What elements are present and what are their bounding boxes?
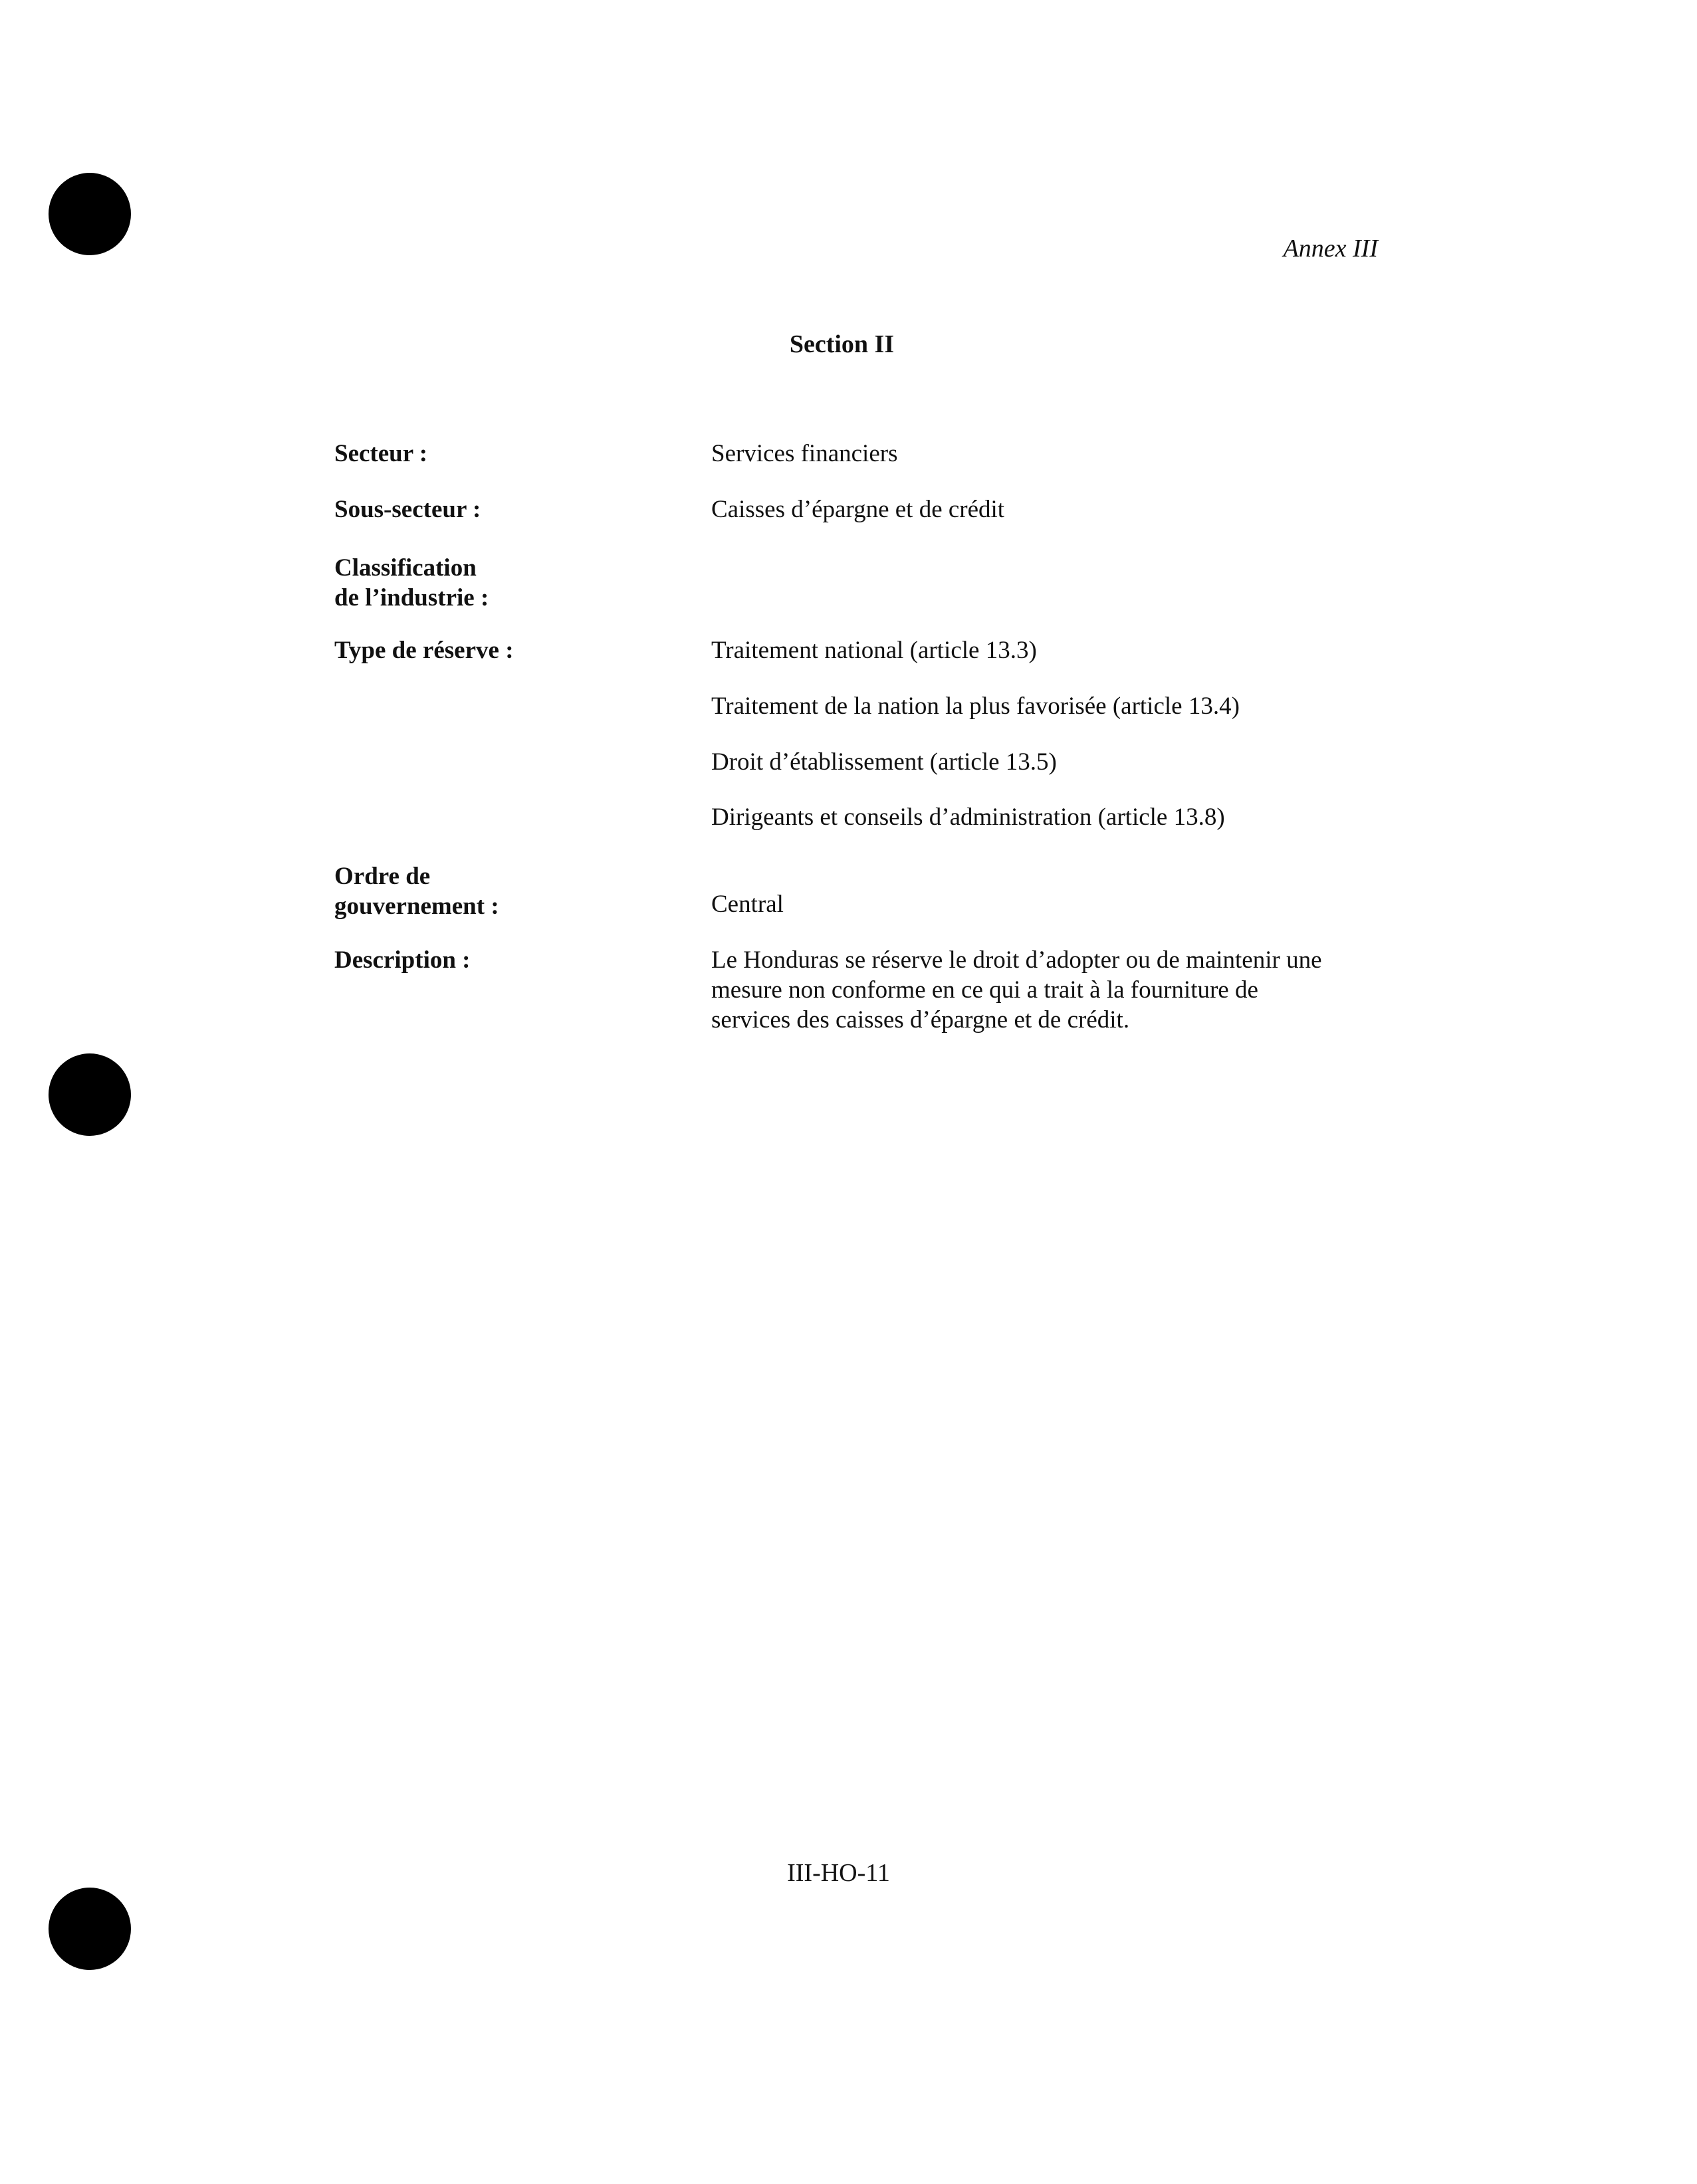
punch-hole-bottom xyxy=(49,1888,131,1970)
sector-value: Services financiers xyxy=(711,440,898,467)
reservation-type-item: Traitement national (article 13.3) xyxy=(711,637,1037,664)
reservation-type-item: Dirigeants et conseils d’administration (article 13.8) xyxy=(711,804,1225,831)
industry-classification-label-line2: de l’industrie : xyxy=(334,584,489,611)
subsector-value: Caisses d’épargne et de crédit xyxy=(711,496,1005,523)
description-label: Description : xyxy=(334,946,471,974)
industry-classification-label xyxy=(334,553,693,613)
reservation-type-label: Type de réserve : xyxy=(334,637,514,664)
page-number: III-HO-11 xyxy=(787,1859,890,1887)
description-text xyxy=(711,945,1416,1035)
level-of-government-value: Central xyxy=(711,891,784,918)
punch-hole-middle xyxy=(49,1053,131,1136)
punch-hole-top xyxy=(49,173,131,255)
description-line: mesure non conforme en ce qui a trait à la fourniture de xyxy=(711,976,1258,1004)
subsector-label: Sous-secteur : xyxy=(334,496,481,523)
reservation-type-item: Traitement de la nation la plus favorisée (article 13.4) xyxy=(711,693,1240,720)
description-line: Le Honduras se réserve le droit d’adopter ou de maintenir une xyxy=(711,946,1322,974)
annex-header: Annex III xyxy=(1283,235,1378,263)
section-title: Section II xyxy=(789,330,895,358)
level-of-government-label-line1: Ordre de xyxy=(334,863,431,890)
level-of-government-label xyxy=(334,861,693,921)
sector-label: Secteur : xyxy=(334,440,428,467)
reservation-type-item: Droit d’établissement (article 13.5) xyxy=(711,748,1057,776)
description-line: services des caisses d’épargne et de crédit. xyxy=(711,1006,1130,1034)
level-of-government-label-line2: gouvernement : xyxy=(334,893,499,920)
industry-classification-label-line1: Classification xyxy=(334,554,477,582)
